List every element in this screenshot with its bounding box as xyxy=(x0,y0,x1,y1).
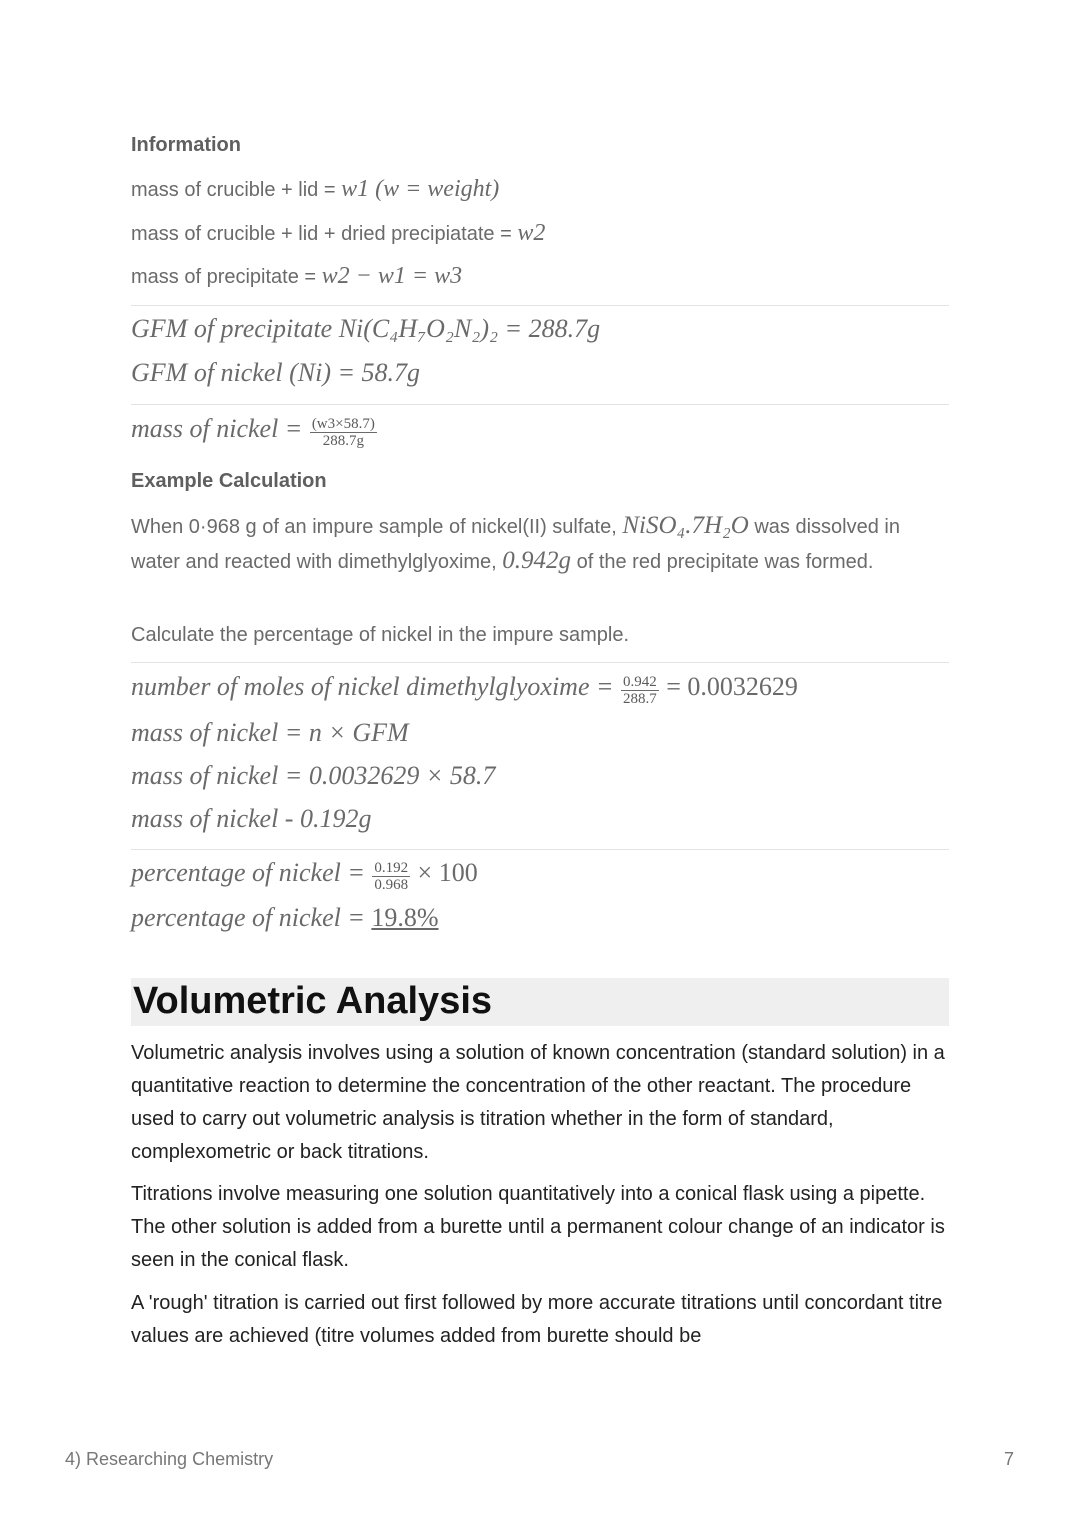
example-heading: Example Calculation xyxy=(131,470,327,492)
calc-percentage-1 xyxy=(131,858,478,893)
calc-mass-3: mass of nickel - 0.192g xyxy=(131,804,372,833)
info-line-3 xyxy=(131,260,462,294)
calc-pct2-lhs: percentage of nickel = xyxy=(131,903,372,932)
information-heading: Information xyxy=(131,134,241,156)
calc-moles-rhs: = 0.0032629 xyxy=(666,672,798,701)
mass-formula-lhs: mass of nickel = xyxy=(131,414,303,443)
example-text-c: of the red precipitate was formed. xyxy=(571,551,874,573)
calc-moles-lhs: number of moles of nickel dimethylglyoxime = xyxy=(131,672,614,701)
example-question: Calculate the percentage of nickel in the impure sample. xyxy=(131,624,630,646)
mass-formula-fraction xyxy=(310,416,377,449)
info-line-2-math: w2 xyxy=(517,220,546,246)
volumetric-para-1: Volumetric analysis involves using a solution of known concentration (standard solution) in a quantitative reaction to determine the concentration of the other reactant. The procedure used to carry out volumetric analysis is titration whether in the form of standard, complexometric or back titrations. xyxy=(131,1042,945,1163)
volumetric-para-2: Titrations involve measuring one solution quantitatively into a conical flask using a pipette. The other solution is added from a burette until a permanent colour change of an indicator is seen in the conical flask. xyxy=(131,1183,945,1271)
info-line-2-text: mass of crucible + lid + dried precipiatate = xyxy=(131,223,518,245)
info-line-1 xyxy=(131,173,499,207)
page-number: 7 xyxy=(1004,1449,1015,1469)
calc-mass-2: mass of nickel = 0.0032629 × 58.7 xyxy=(131,761,496,790)
calc-moles xyxy=(131,672,798,707)
calc-pct1-fraction xyxy=(372,860,410,893)
calc-mass-1: mass of nickel = n × GFM xyxy=(131,718,409,747)
calc-moles-fraction xyxy=(621,674,659,707)
divider xyxy=(131,849,949,850)
divider xyxy=(131,662,949,663)
footer-section-title: 4) Researching Chemistry xyxy=(65,1449,274,1469)
info-line-3-math: w2 − w1 = w3 xyxy=(321,263,463,289)
divider xyxy=(131,404,949,405)
calc-pct1-lhs: percentage of nickel = xyxy=(131,858,365,887)
calc-pct2-value: 19.8% xyxy=(371,903,439,932)
divider xyxy=(131,305,949,306)
info-line-3-text: mass of precipitate = xyxy=(131,266,322,288)
fraction-numerator: 0.942 xyxy=(622,674,657,691)
info-line-1-text: mass of crucible + lid = xyxy=(131,179,342,201)
fraction-denominator: 288.7 xyxy=(622,691,657,708)
fraction-denominator: 0.968 xyxy=(374,877,409,894)
info-line-1-math: w1 (w = weight) xyxy=(341,176,500,202)
fraction-numerator: (w3×58.7) xyxy=(311,416,375,433)
fraction-denominator: 288.7g xyxy=(322,433,364,450)
gfm-precipitate: GFM of precipitate Ni(C₄H₇O₂N₂)₂ = 288.7g xyxy=(131,314,601,343)
section-heading-bar xyxy=(131,978,949,1026)
example-mass: 0.942g xyxy=(502,547,572,574)
calc-pct1-rhs: × 100 xyxy=(417,858,478,887)
mass-formula xyxy=(131,414,380,449)
example-text-b: was dissolved in water and reacted with dimethylglyoxime, xyxy=(131,516,900,573)
example-text-a: When 0·968 g of an impure sample of nickel(II) sulfate, xyxy=(131,516,623,538)
volumetric-para-3: A 'rough' titration is carried out first followed by more accurate titrations until concordant titre values are achieved (titre volumes added from burette should be xyxy=(131,1292,943,1347)
gfm-nickel: GFM of nickel (Ni) = 58.7g xyxy=(131,358,421,387)
example-paragraph xyxy=(131,509,949,579)
info-line-2 xyxy=(131,217,545,251)
fraction-numerator: 0.192 xyxy=(374,860,409,877)
volumetric-heading: Volumetric Analysis xyxy=(133,980,493,1022)
example-formula: NiSO₄.7H₂O xyxy=(622,512,749,539)
calc-percentage-2 xyxy=(131,903,439,933)
